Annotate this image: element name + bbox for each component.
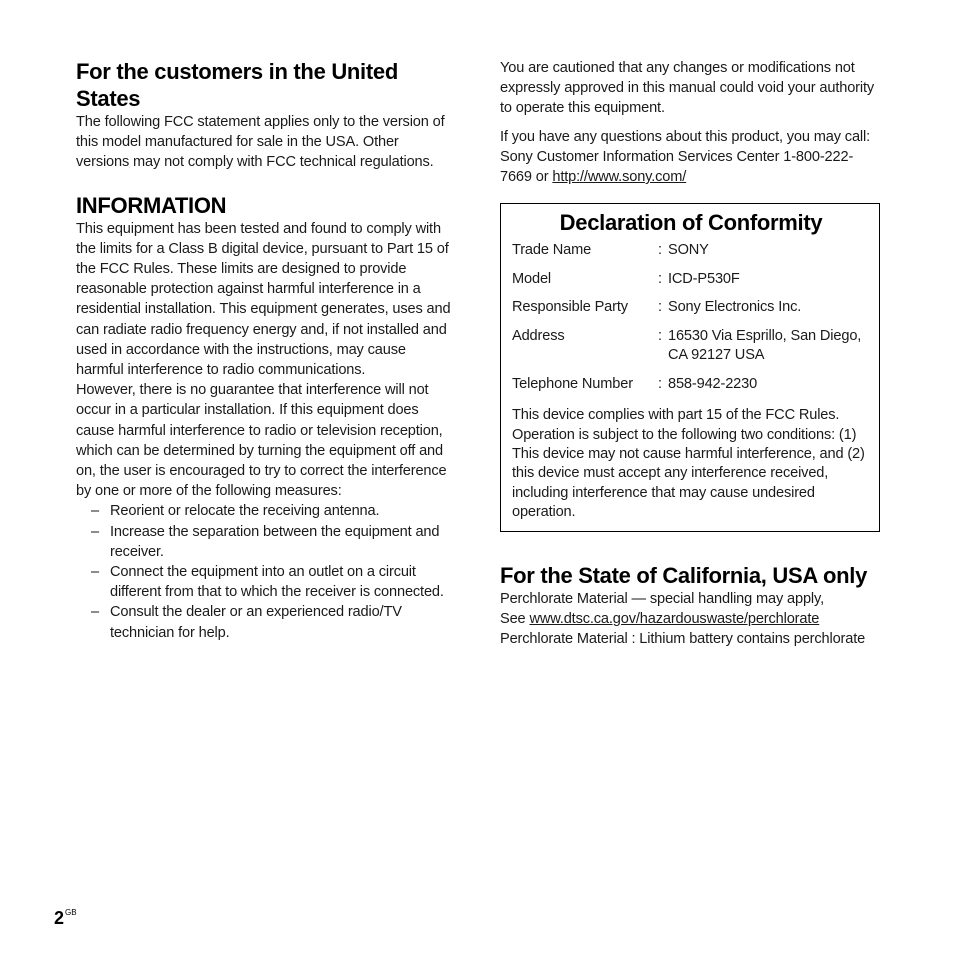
doc-value: Sony Electronics Inc. (668, 299, 802, 316)
doc-colon: : (658, 242, 662, 259)
questions-body: If you have any questions about this product, you may call: Sony Customer Information Services Center 1-800-222-7669 or (500, 128, 870, 186)
declaration-heading: Declaration of Conformity (559, 210, 823, 236)
sony-website-link[interactable]: http://www.sony.com/ (552, 169, 687, 186)
list-item (76, 602, 452, 642)
information-heading: INFORMATION (76, 192, 227, 218)
doc-label: Model (512, 270, 551, 287)
page-number-value: 2 (54, 908, 65, 928)
doc-value: SONY (668, 242, 709, 259)
measure-text: Increase the separation between the equipment and receiver. (110, 523, 440, 560)
measure-text: Consult the dealer or an experienced radio/TV technician for help. (110, 604, 402, 641)
dash-bullet: – (91, 523, 99, 540)
questions-text (500, 127, 880, 188)
measures-list (76, 501, 452, 642)
caution-text: You are cautioned that any changes or modifications not expressly approved in this manual could void your authority to operate this equipment. (500, 60, 875, 117)
doc-value: 858-942-2230 (668, 375, 758, 392)
us-customers-text: The following FCC statement applies only to the version of this model manufactured for sale in the USA. Other versions may not comply with FCC technical regulations. (76, 114, 445, 171)
doc-value: 16530 Via Esprillo, San Diego, CA 92127 USA (668, 327, 862, 364)
list-item (76, 522, 452, 562)
doc-label: Telephone Number (512, 375, 633, 392)
measure-text: Connect the equipment into an outlet on a circuit different from that to which the receiver is connected. (110, 564, 444, 601)
perchlorate-line-2 (500, 609, 880, 629)
doc-colon: : (658, 327, 662, 344)
doc-row-model (512, 270, 870, 290)
information-text-1: This equipment has been tested and found to comply with the limits for a Class B digital device, pursuant to Part 15 of the FCC Rules. These limits are designed to provide reasonable protection against harmful interference in a residential installation. This equipment generates, uses and can radiate radio frequency energy and, if not installed and used in accordance with the instructions, may cause harmful interference to radio communications. (76, 220, 451, 379)
dtsc-link[interactable]: www.dtsc.ca.gov/hazardouswaste/perchlorate (529, 610, 820, 627)
declaration-of-conformity-box (500, 203, 880, 531)
dash-bullet: – (91, 564, 99, 581)
doc-label: Address (512, 327, 565, 344)
doc-label: Responsible Party (512, 299, 628, 316)
list-item (76, 562, 452, 602)
measure-text: Reorient or relocate the receiving antenna. (110, 503, 380, 520)
doc-row-trade-name (512, 241, 870, 261)
information-text-2: However, there is no guarantee that interference will not occur in a particular installation. If this equipment does cause harmful interference to radio or television reception, which can be determined by turning the equipment off and on, the user is encouraged to try to correct the interference by one or more of the following measures: (76, 382, 447, 500)
california-heading: For the State of California, USA only (500, 562, 868, 588)
doc-label: Trade Name (512, 242, 592, 259)
see-label: See (500, 610, 526, 627)
doc-row-responsible-party (512, 298, 870, 318)
right-column (500, 58, 880, 649)
left-column (76, 58, 452, 643)
doc-colon: : (658, 299, 662, 316)
doc-colon: : (658, 270, 662, 287)
fcc-compliance-note: This device complies with part 15 of the FCC Rules. Operation is subject to the following two conditions: (1) This device may not cause harmful interference, and (2) this device must accept any interference received, including interference that may cause undesired operation. (512, 407, 865, 521)
perchlorate-line-3: Perchlorate Material : Lithium battery contains perchlorate (500, 631, 866, 648)
list-item (76, 501, 452, 521)
doc-row-address (512, 327, 870, 366)
us-customers-heading: For the customers in the United States (76, 59, 398, 111)
page-number (54, 908, 77, 929)
doc-row-telephone-number (512, 375, 870, 395)
doc-value: ICD-P530F (668, 270, 740, 287)
dash-bullet: – (91, 503, 99, 520)
doc-colon: : (658, 375, 662, 392)
dash-bullet: – (91, 604, 99, 621)
page-number-suffix: GB (65, 908, 77, 917)
perchlorate-line-1: Perchlorate Material — special handling may apply, (500, 590, 824, 607)
